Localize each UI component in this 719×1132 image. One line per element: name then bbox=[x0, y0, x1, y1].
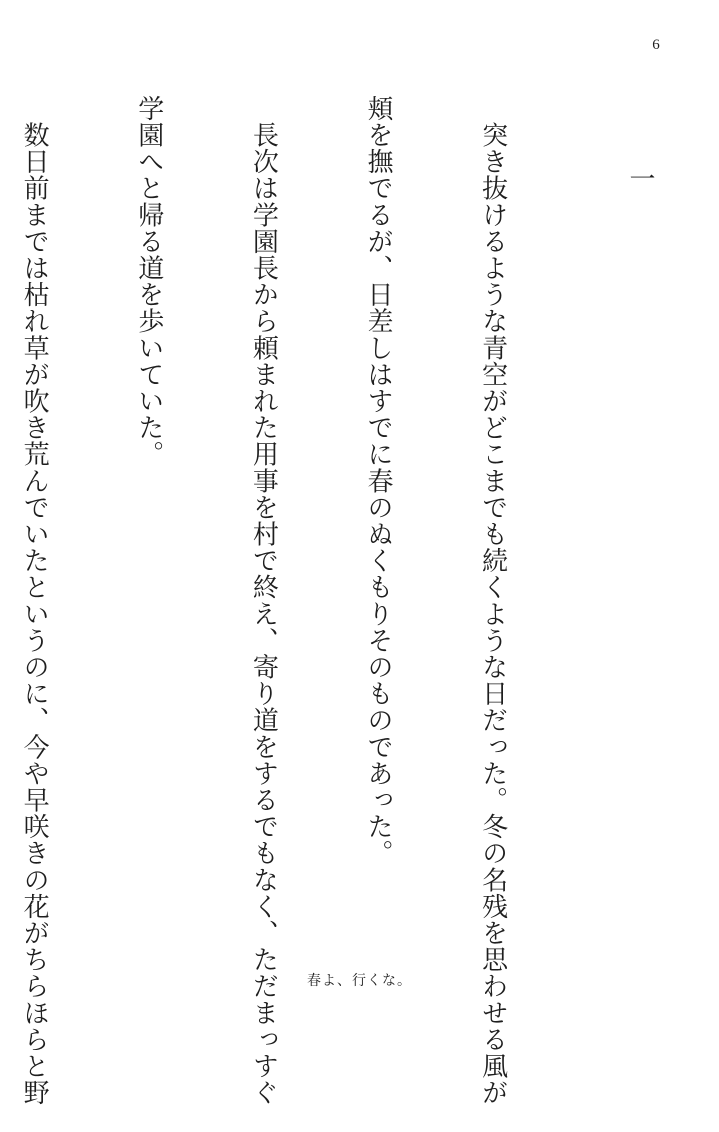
text-line: 長次は学園長から頼まれた用事を村で終え、寄り道をするでもなく、ただまっすぐ bbox=[248, 95, 279, 1106]
text-line: 学園へと帰る道を歩いていた。 bbox=[133, 95, 164, 468]
text-line: 数日前までは枯れ草が吹き荒んでいたというのに、今や早咲きの花がちらほらと野 bbox=[19, 95, 50, 1106]
text-line: 突き抜けるような青空がどこまでも続くような日だった。冬の名残を思わせる風が bbox=[477, 95, 508, 1106]
page-number: 6 bbox=[652, 37, 660, 53]
chapter-heading: 一 bbox=[625, 165, 655, 191]
book-title-footer: 春よ、行くな。 bbox=[307, 973, 412, 989]
text-line: 頬を撫でるが、日差しはすでに春のぬくもりそのものであった。 bbox=[362, 95, 393, 867]
